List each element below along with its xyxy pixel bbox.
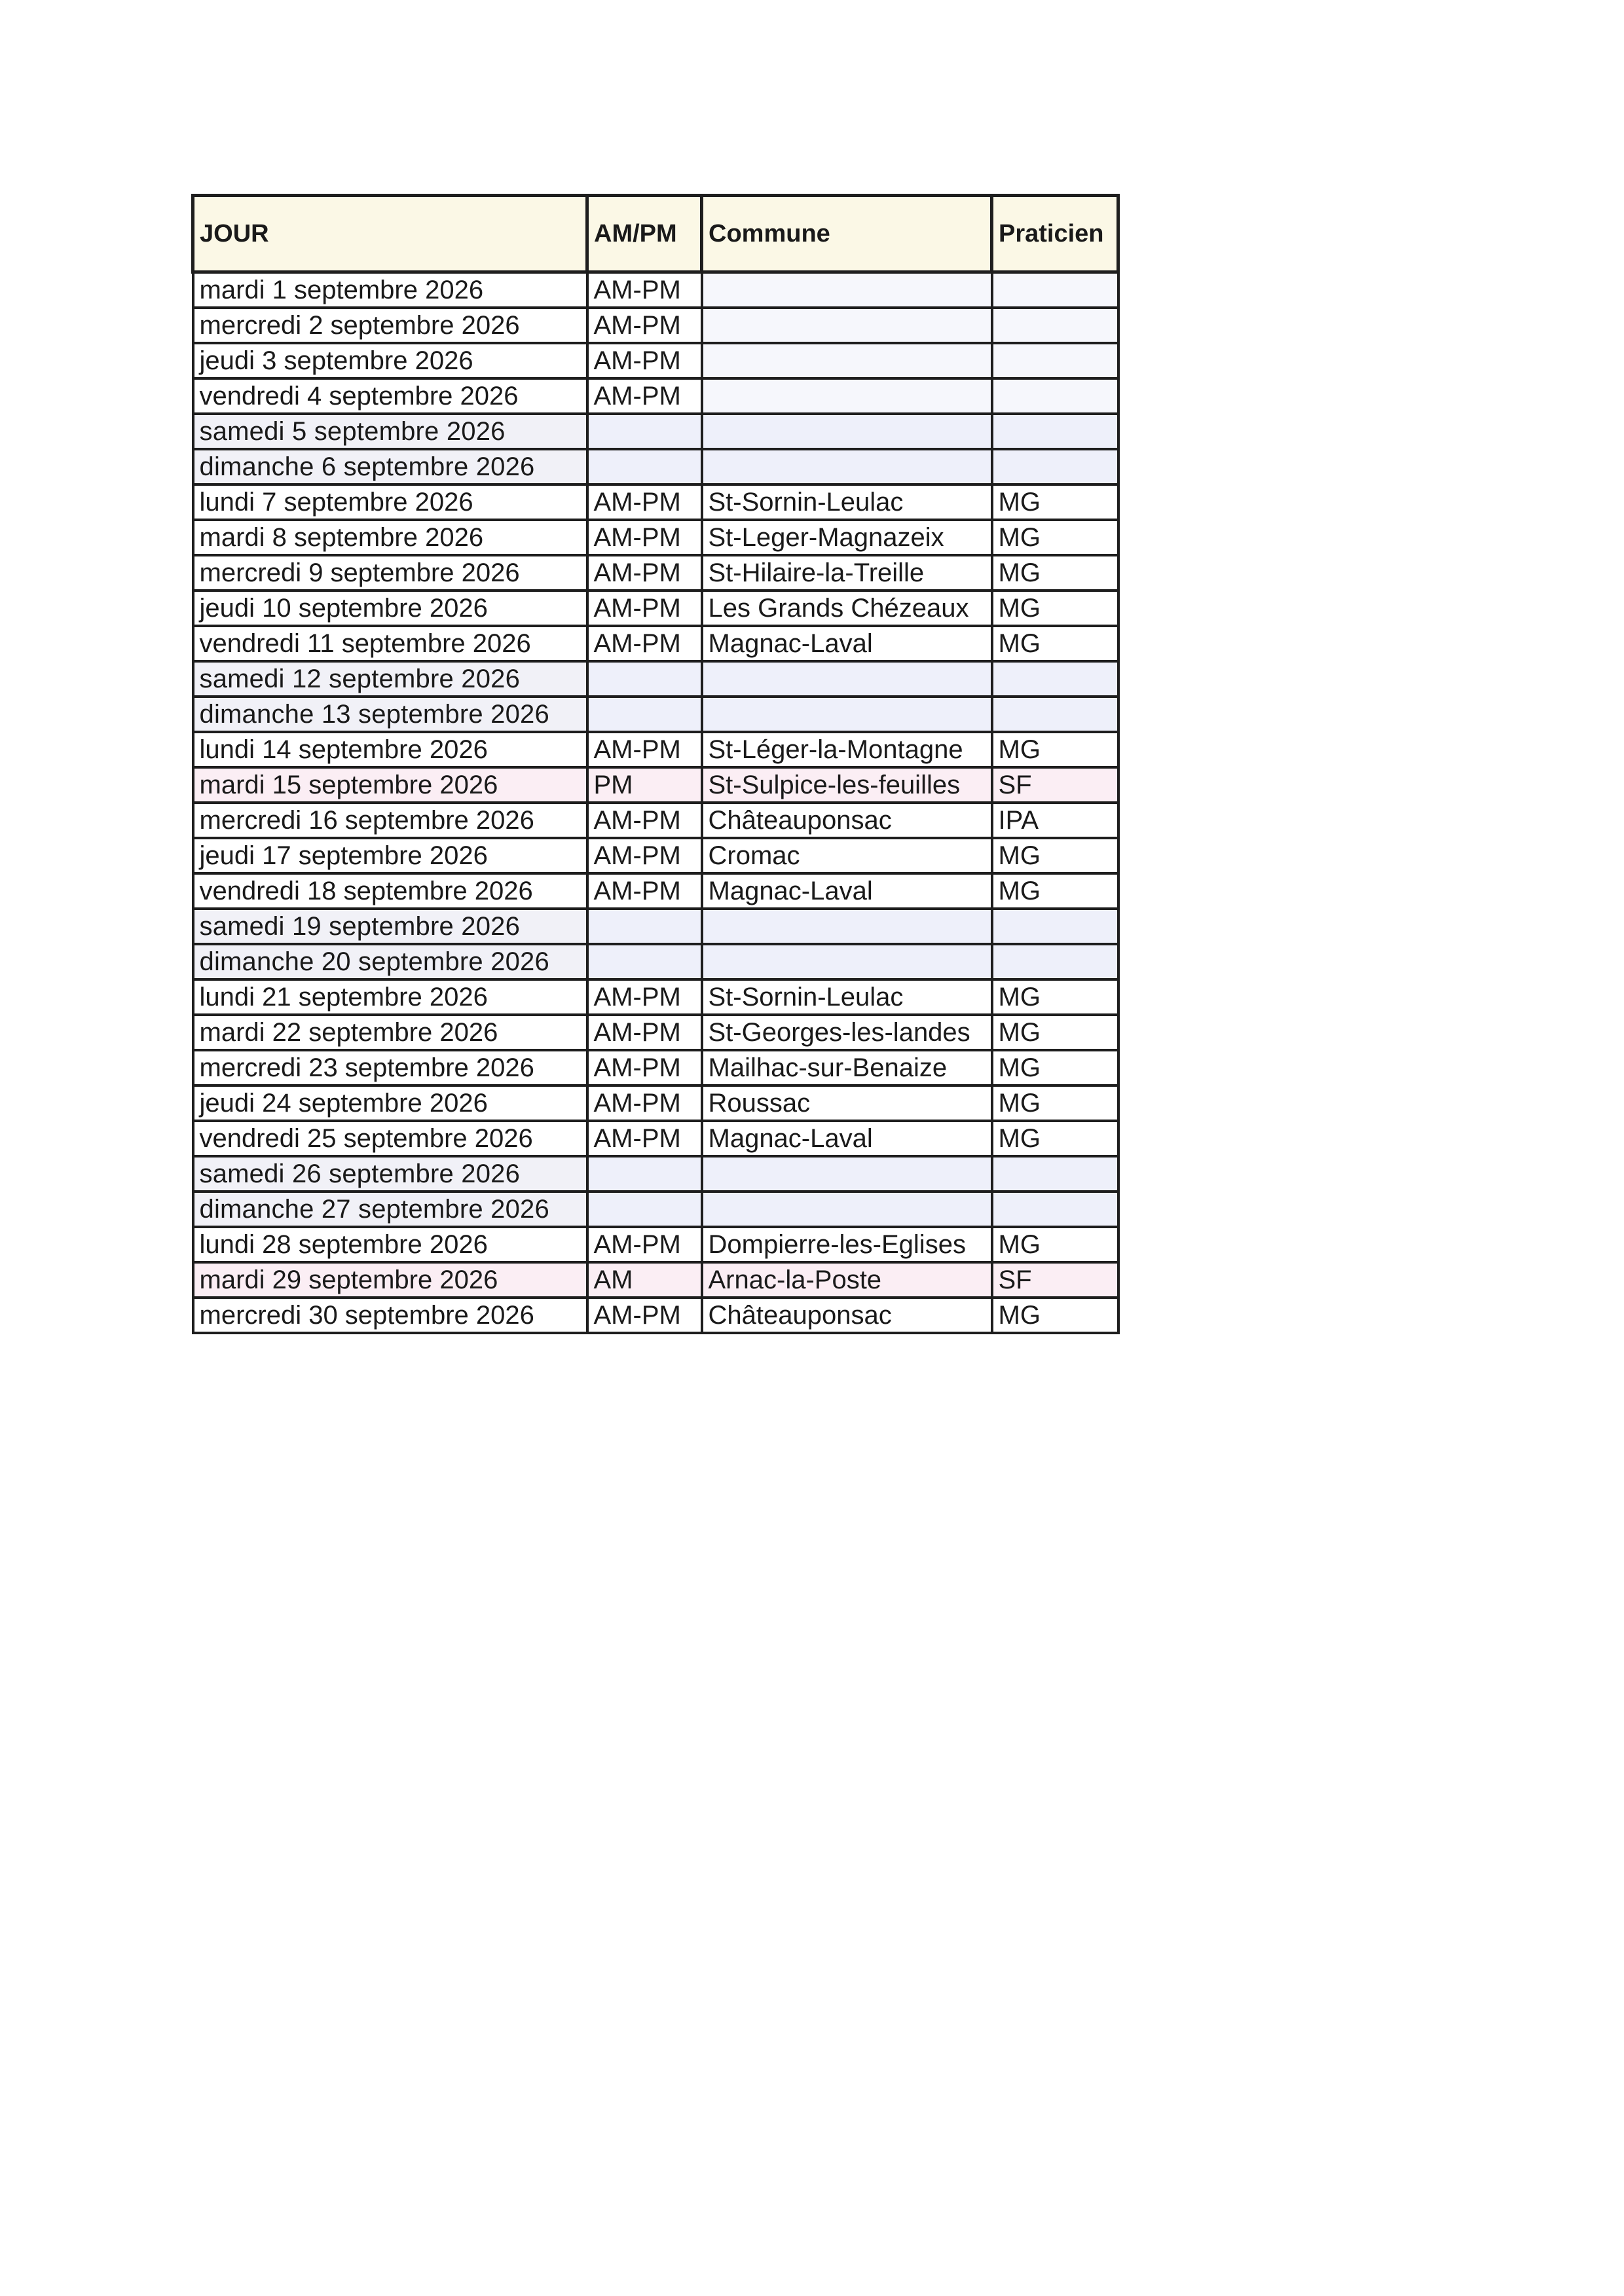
commune-cell: Mailhac-sur-Benaize <box>702 1050 992 1085</box>
praticien-cell: MG <box>992 979 1118 1015</box>
table-row <box>193 378 1118 414</box>
commune-cell: Magnac-Laval <box>702 873 992 909</box>
day-cell: mardi 29 septembre 2026 <box>193 1262 587 1298</box>
praticien-cell <box>992 944 1118 979</box>
praticien-cell: MG <box>992 1227 1118 1262</box>
commune-cell <box>702 909 992 944</box>
table-row <box>193 591 1118 626</box>
table-row <box>193 661 1118 697</box>
praticien-cell <box>992 378 1118 414</box>
ampm-cell: AM-PM <box>587 1015 702 1050</box>
commune-cell: St-Leger-Magnazeix <box>702 520 992 555</box>
day-cell: mercredi 2 septembre 2026 <box>193 308 587 343</box>
table-row <box>193 343 1118 378</box>
day-cell: dimanche 6 septembre 2026 <box>193 449 587 484</box>
praticien-cell: MG <box>992 838 1118 873</box>
table-row <box>193 484 1118 520</box>
ampm-cell: AM-PM <box>587 732 702 767</box>
ampm-cell <box>587 944 702 979</box>
commune-cell <box>702 1192 992 1227</box>
table-row <box>193 520 1118 555</box>
table-row <box>193 1050 1118 1085</box>
commune-cell <box>702 697 992 732</box>
commune-cell: St-Hilaire-la-Treille <box>702 555 992 591</box>
table-row <box>193 979 1118 1015</box>
ampm-cell: AM-PM <box>587 803 702 838</box>
day-cell: mercredi 30 septembre 2026 <box>193 1298 587 1333</box>
commune-cell: Roussac <box>702 1085 992 1121</box>
praticien-cell: MG <box>992 1085 1118 1121</box>
table-row <box>193 449 1118 484</box>
header-jour: JOUR <box>193 196 587 272</box>
day-cell: jeudi 3 septembre 2026 <box>193 343 587 378</box>
day-cell: samedi 26 septembre 2026 <box>193 1156 587 1192</box>
praticien-cell <box>992 1156 1118 1192</box>
header-row <box>193 196 1118 272</box>
praticien-cell: IPA <box>992 803 1118 838</box>
ampm-cell: AM-PM <box>587 343 702 378</box>
ampm-cell <box>587 1156 702 1192</box>
day-cell: jeudi 10 septembre 2026 <box>193 591 587 626</box>
praticien-cell: MG <box>992 626 1118 661</box>
ampm-cell: AM-PM <box>587 308 702 343</box>
table-row <box>193 697 1118 732</box>
praticien-cell: MG <box>992 591 1118 626</box>
praticien-cell: MG <box>992 1121 1118 1156</box>
table-row <box>193 1015 1118 1050</box>
ampm-cell <box>587 697 702 732</box>
day-cell: vendredi 18 septembre 2026 <box>193 873 587 909</box>
ampm-cell: PM <box>587 767 702 803</box>
praticien-cell <box>992 661 1118 697</box>
table-row <box>193 909 1118 944</box>
day-cell: lundi 14 septembre 2026 <box>193 732 587 767</box>
ampm-cell: AM-PM <box>587 838 702 873</box>
day-cell: mardi 22 septembre 2026 <box>193 1015 587 1050</box>
praticien-cell: SF <box>992 1262 1118 1298</box>
ampm-cell: AM <box>587 1262 702 1298</box>
table-body <box>193 272 1118 1334</box>
table-row <box>193 838 1118 873</box>
commune-cell <box>702 308 992 343</box>
day-cell: jeudi 24 septembre 2026 <box>193 1085 587 1121</box>
ampm-cell: AM-PM <box>587 555 702 591</box>
ampm-cell: AM-PM <box>587 272 702 308</box>
day-cell: dimanche 27 septembre 2026 <box>193 1192 587 1227</box>
header-ampm: AM/PM <box>587 196 702 272</box>
commune-cell: Cromac <box>702 838 992 873</box>
ampm-cell: AM-PM <box>587 1050 702 1085</box>
day-cell: mercredi 16 septembre 2026 <box>193 803 587 838</box>
schedule-table <box>191 194 1120 1334</box>
table-row <box>193 1085 1118 1121</box>
commune-cell: St-Sulpice-les-feuilles <box>702 767 992 803</box>
table-row <box>193 767 1118 803</box>
commune-cell: Magnac-Laval <box>702 1121 992 1156</box>
day-cell: dimanche 20 septembre 2026 <box>193 944 587 979</box>
praticien-cell <box>992 449 1118 484</box>
table-row <box>193 308 1118 343</box>
table-row <box>193 1262 1118 1298</box>
table-row <box>193 1121 1118 1156</box>
praticien-cell: SF <box>992 767 1118 803</box>
praticien-cell: MG <box>992 1050 1118 1085</box>
praticien-cell <box>992 1192 1118 1227</box>
day-cell: samedi 12 septembre 2026 <box>193 661 587 697</box>
day-cell: dimanche 13 septembre 2026 <box>193 697 587 732</box>
praticien-cell <box>992 308 1118 343</box>
table-row <box>193 555 1118 591</box>
praticien-cell <box>992 909 1118 944</box>
table-row <box>193 944 1118 979</box>
commune-cell: Châteauponsac <box>702 803 992 838</box>
ampm-cell <box>587 909 702 944</box>
table-row <box>193 626 1118 661</box>
day-cell: lundi 28 septembre 2026 <box>193 1227 587 1262</box>
commune-cell <box>702 343 992 378</box>
day-cell: jeudi 17 septembre 2026 <box>193 838 587 873</box>
ampm-cell: AM-PM <box>587 591 702 626</box>
day-cell: mardi 8 septembre 2026 <box>193 520 587 555</box>
praticien-cell: MG <box>992 1298 1118 1333</box>
commune-cell <box>702 414 992 449</box>
table-row <box>193 1298 1118 1333</box>
day-cell: mardi 1 septembre 2026 <box>193 272 587 308</box>
commune-cell: Les Grands Chézeaux <box>702 591 992 626</box>
ampm-cell: AM-PM <box>587 1121 702 1156</box>
commune-cell <box>702 272 992 308</box>
commune-cell: St-Sornin-Leulac <box>702 484 992 520</box>
table-row <box>193 1227 1118 1262</box>
commune-cell <box>702 378 992 414</box>
praticien-cell: MG <box>992 484 1118 520</box>
commune-cell: Magnac-Laval <box>702 626 992 661</box>
table-row <box>193 873 1118 909</box>
ampm-cell: AM-PM <box>587 520 702 555</box>
ampm-cell: AM-PM <box>587 626 702 661</box>
commune-cell <box>702 944 992 979</box>
commune-cell: St-Georges-les-landes <box>702 1015 992 1050</box>
table-row <box>193 1156 1118 1192</box>
ampm-cell <box>587 1192 702 1227</box>
ampm-cell: AM-PM <box>587 979 702 1015</box>
praticien-cell <box>992 697 1118 732</box>
table-row <box>193 803 1118 838</box>
commune-cell: Arnac-la-Poste <box>702 1262 992 1298</box>
commune-cell: St-Léger-la-Montagne <box>702 732 992 767</box>
praticien-cell <box>992 414 1118 449</box>
day-cell: lundi 7 septembre 2026 <box>193 484 587 520</box>
day-cell: lundi 21 septembre 2026 <box>193 979 587 1015</box>
table-header <box>193 196 1118 272</box>
day-cell: samedi 19 septembre 2026 <box>193 909 587 944</box>
ampm-cell <box>587 414 702 449</box>
table-row <box>193 732 1118 767</box>
day-cell: mercredi 9 septembre 2026 <box>193 555 587 591</box>
commune-cell <box>702 449 992 484</box>
commune-cell <box>702 1156 992 1192</box>
commune-cell: Dompierre-les-Eglises <box>702 1227 992 1262</box>
ampm-cell: AM-PM <box>587 873 702 909</box>
ampm-cell: AM-PM <box>587 1298 702 1333</box>
table-row <box>193 414 1118 449</box>
praticien-cell: MG <box>992 1015 1118 1050</box>
commune-cell <box>702 661 992 697</box>
praticien-cell <box>992 272 1118 308</box>
ampm-cell: AM-PM <box>587 1085 702 1121</box>
header-commune: Commune <box>702 196 992 272</box>
commune-cell: Châteauponsac <box>702 1298 992 1333</box>
day-cell: vendredi 11 septembre 2026 <box>193 626 587 661</box>
praticien-cell: MG <box>992 520 1118 555</box>
praticien-cell: MG <box>992 873 1118 909</box>
day-cell: samedi 5 septembre 2026 <box>193 414 587 449</box>
table-row <box>193 1192 1118 1227</box>
praticien-cell: MG <box>992 555 1118 591</box>
ampm-cell: AM-PM <box>587 1227 702 1262</box>
commune-cell: St-Sornin-Leulac <box>702 979 992 1015</box>
day-cell: vendredi 4 septembre 2026 <box>193 378 587 414</box>
praticien-cell <box>992 343 1118 378</box>
day-cell: mercredi 23 septembre 2026 <box>193 1050 587 1085</box>
table-row <box>193 272 1118 308</box>
day-cell: mardi 15 septembre 2026 <box>193 767 587 803</box>
ampm-cell <box>587 661 702 697</box>
header-praticien: Praticien <box>992 196 1118 272</box>
praticien-cell: MG <box>992 732 1118 767</box>
day-cell: vendredi 25 septembre 2026 <box>193 1121 587 1156</box>
ampm-cell: AM-PM <box>587 378 702 414</box>
ampm-cell <box>587 449 702 484</box>
ampm-cell: AM-PM <box>587 484 702 520</box>
